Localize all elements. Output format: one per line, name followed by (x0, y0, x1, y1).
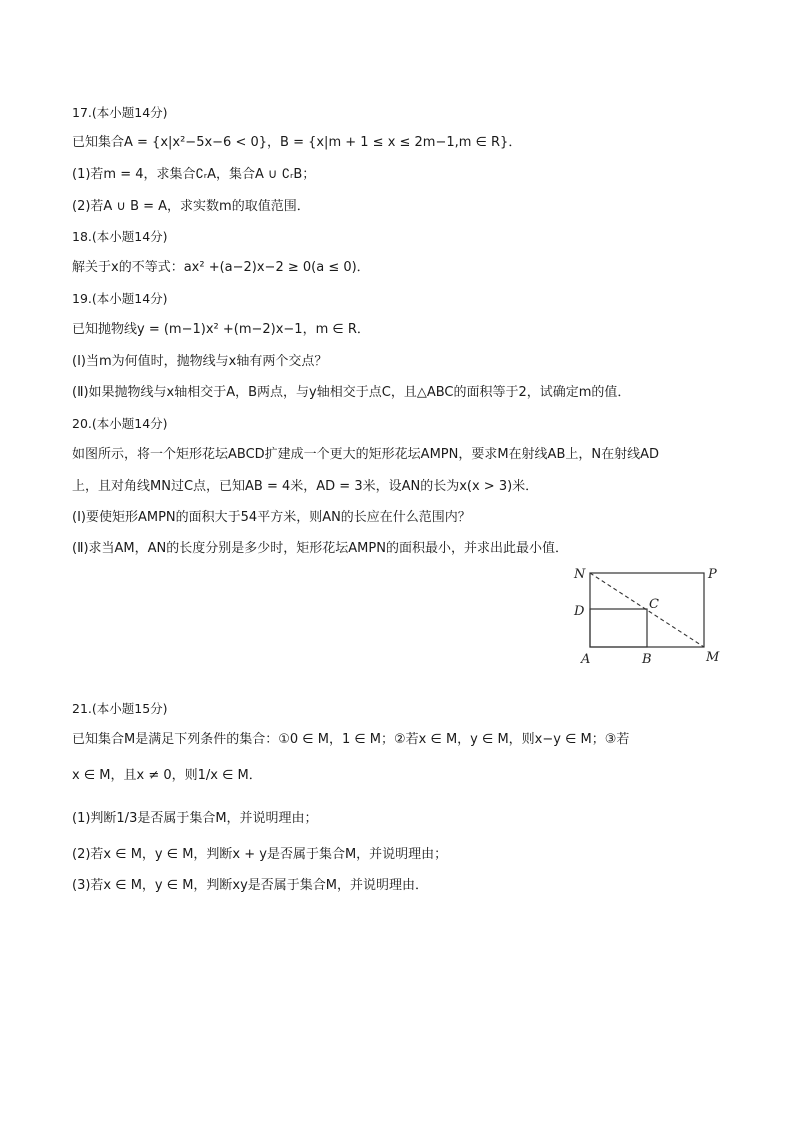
problem-17-line-2: (1)若m = 4，求集合∁ᵣA，集合A ∪ ∁ᵣB； (72, 167, 316, 182)
problem-18-header: 18.(本小题14分) (72, 229, 168, 244)
label-p: P (708, 567, 717, 582)
problem-20-header: 20.(本小题14分) (72, 416, 168, 431)
problem-21-line-5: (3)若x ∈ M，y ∈ M，判断xy是否属于集合M，并说明理由． (72, 878, 429, 893)
label-d: D (574, 604, 585, 619)
problem-21-line-4: (2)若x ∈ M，y ∈ M，判断x + y是否属于集合M，并说明理由； (72, 847, 448, 862)
label-m: M (706, 650, 720, 665)
label-c: C (649, 597, 659, 612)
problem-21-line-2: x ∈ M，且x ≠ 0，则1/x ∈ M． (72, 768, 262, 783)
label-a: A (581, 652, 591, 667)
problem-21-header: 21.(本小题15分) (72, 701, 168, 716)
problem-20-line-2: 上，且对角线MN过C点，已知AB = 4米，AD = 3米，设AN的长为x(x > 3)米． (72, 479, 539, 494)
label-n: N (574, 567, 586, 582)
problem-19-header: 19.(本小题14分) (72, 291, 168, 306)
label-b: B (642, 652, 652, 667)
problem-19-line-3: (Ⅱ)如果抛物线与x轴相交于A，B两点，与y轴相交于点C，且△ABC的面积等于2，试确定m的值． (72, 385, 631, 400)
problem-17-header: 17.(本小题14分) (72, 105, 168, 120)
problem-21-line-3: (1)判断1/3是否属于集合M，并说明理由； (72, 811, 318, 826)
rectangle-figure (560, 560, 740, 670)
problem-20-line-3: (Ⅰ)要使矩形AMPN的面积大于54平方米，则AN的长应在什么范围内？ (72, 510, 471, 525)
problem-20-line-4: (Ⅱ)求当AM，AN的长度分别是多少时，矩形花坛AMPN的面积最小，并求出此最小值． (72, 541, 568, 556)
problem-18-line-1: 解关于x的不等式：ax² +(a−2)x−2 ≥ 0(a ≤ 0)． (72, 260, 370, 275)
rectangle-abcd (590, 609, 647, 647)
problem-21-line-1: 已知集合M是满足下列条件的集合：①0 ∈ M，1 ∈ M；②若x ∈ M，y ∈ M，则x−y ∈ M；③若 (72, 732, 630, 747)
problem-17-line-1: 已知集合A = {x|x²−5x−6 < 0}，B = {x|m + 1 ≤ x ≤ 2m−1,m ∈ R}． (72, 135, 522, 150)
problem-17-line-3: (2)若A ∪ B = A，求实数m的取值范围． (72, 199, 310, 214)
problem-19-line-1: 已知抛物线y = (m−1)x² +(m−2)x−1，m ∈ R． (72, 322, 370, 337)
problem-19-line-2: (Ⅰ)当m为何值时，抛物线与x轴有两个交点？ (72, 354, 328, 369)
problem-20-line-1: 如图所示，将一个矩形花坛ABCD扩建成一个更大的矩形花坛AMPN，要求M在射线AB上，N在射线AD (72, 447, 660, 462)
